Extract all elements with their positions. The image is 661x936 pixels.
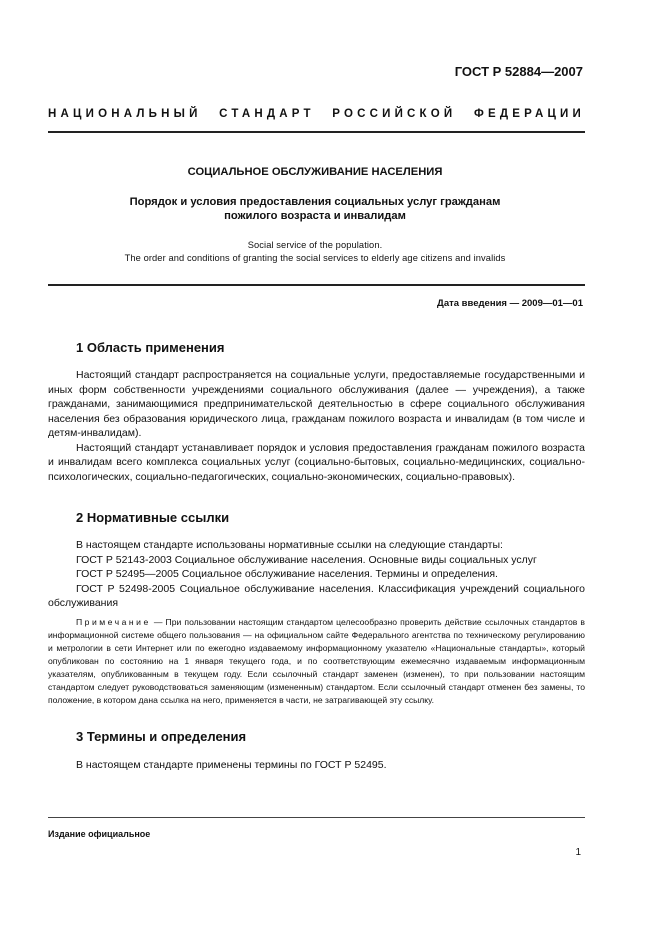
subtitle-line-1: Порядок и условия предоставления социальных услуг гражданам	[129, 196, 501, 208]
section-1-paragraph: Настоящий стандарт устанавливает порядок и условия предоставления гражданам пожилого возраста и инвалидам всего комплекса социальных услуг (социально-бытовых, социально-медицинских, социально-психологических, социально-педагогических, социально-экономических, социально-правовых).	[48, 441, 585, 483]
section-1-heading: 1 Область применения	[76, 340, 225, 355]
section-1-paragraph: Настоящий стандарт распространяется на социальные услуги, предоставляемые государственными и иных форм собственности учреждениями социального обслуживания (далее — учреждения), а также гражданами, занимающимися предпринимательской деятельностью в сфере социального обслуживания населения без образования юридического лица, гражданам пожилого возраста и инвалидам (в том числе и детям-инвалидам).	[48, 369, 585, 439]
normative-reference: ГОСТ Р 52498-2005 Социальное обслуживание населения. Классификация учреждений социального обслуживания	[48, 582, 585, 609]
section-3-paragraph: В настоящем стандарте применены термины по ГОСТ Р 52495.	[76, 759, 387, 771]
section-2-intro: В настоящем стандарте использованы нормативные ссылки на следующие стандарты:	[76, 539, 503, 551]
introduction-date: Дата введения — 2009—01—01	[437, 298, 583, 309]
footer-divider	[48, 817, 585, 818]
section-2-body	[48, 538, 585, 611]
section-1-body	[48, 368, 585, 484]
section-3-body	[48, 758, 585, 773]
english-title-line-2: The order and conditions of granting the social services to elderly age citizens and invalids	[124, 253, 506, 263]
english-title-line-1: Social service of the population.	[247, 240, 383, 250]
note-text: — При пользовании настоящим стандартом целесообразно проверить действие ссылочных стандартов в информационной системе общего пользования — на официальном сайте Федерального агентства по техническому регулированию и метрологии в сети Интернет или по ежегодно издаваемому информационному указателю «Национальные стандарты», который опубликован по состоянию на 1 января текущего года, и по соответствующим ежемесячно издаваемым информационным указателям, опубликованным в текущем году. Если ссылочный стандарт заменен (изменен), то при пользовании настоящим стандартом следует руководствоваться заменяющим (измененным) стандартом. Если ссылочный стандарт отменен без замены, то положение, в котором дана ссылка на него, применяется в части, не затрагивающей эту ссылку.	[48, 617, 585, 705]
section-2-heading: 2 Нормативные ссылки	[76, 510, 230, 525]
subtitle-line-2: пожилого возраста и инвалидам	[224, 210, 406, 222]
document-number: ГОСТ Р 52884—2007	[454, 64, 583, 79]
normative-reference: ГОСТ Р 52143-2003 Социальное обслуживание населения. Основные виды социальных услуг	[76, 553, 537, 566]
edition-label: Издание официальное	[48, 829, 151, 839]
standard-banner: НАЦИОНАЛЬНЫЙ СТАНДАРТ РОССИЙСКОЙ ФЕДЕРАЦИИ	[48, 108, 585, 120]
section-3-heading: 3 Термины и определения	[76, 729, 247, 744]
document-title: СОЦИАЛЬНОЕ ОБСЛУЖИВАНИЕ НАСЕЛЕНИЯ	[187, 166, 443, 178]
section-2-note	[48, 616, 585, 707]
english-title	[60, 239, 570, 265]
normative-reference: ГОСТ Р 52495—2005 Социальное обслуживание населения. Термины и определения.	[76, 568, 498, 580]
document-subtitle	[90, 195, 540, 223]
middle-divider	[48, 284, 585, 286]
note-label: Примечание	[76, 617, 151, 627]
top-divider	[48, 131, 585, 133]
page-number: 1	[575, 847, 581, 858]
